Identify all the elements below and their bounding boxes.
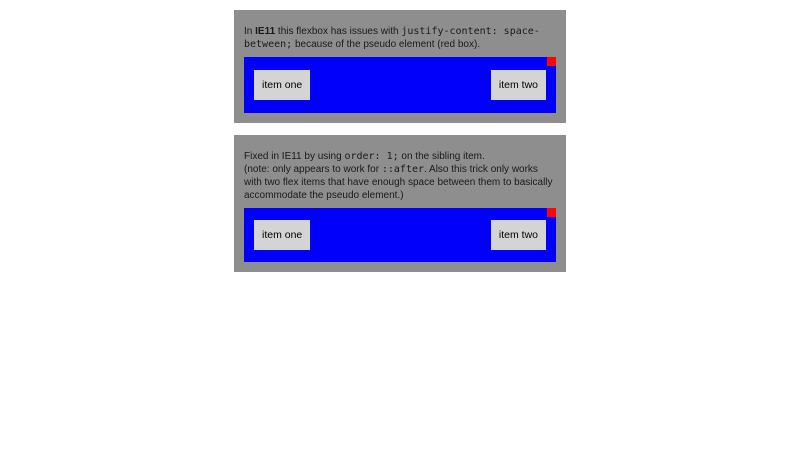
description-text: (note: only appears to work for xyxy=(244,164,382,175)
description-text: this flexbox has issues with xyxy=(275,26,402,37)
flex-container-broken xyxy=(244,57,556,113)
flex-item-two: item two xyxy=(491,70,546,100)
flex-container-fixed xyxy=(244,208,556,262)
demo-description-fixed xyxy=(244,150,556,202)
description-text: because of the pseudo element (red box). xyxy=(292,39,481,50)
demo-column xyxy=(234,0,566,272)
description-text: IE11 xyxy=(255,26,276,37)
flex-item-one: item one xyxy=(254,220,310,250)
flex-item-one: item one xyxy=(254,70,310,100)
demo-panel-fixed xyxy=(234,135,566,272)
inline-code-text: ::after xyxy=(381,164,425,175)
flex-item-two: item two xyxy=(491,220,546,250)
inline-code-text: order: 1; xyxy=(344,151,399,162)
pseudo-element-red-box xyxy=(547,208,556,217)
inline-code-text: justify-content: space-between; xyxy=(244,26,540,50)
description-text: In xyxy=(244,26,256,37)
pseudo-element-red-box xyxy=(547,57,556,66)
description-text: on the sibling item. xyxy=(398,151,485,162)
demo-panel-broken xyxy=(234,10,566,123)
demo-description-broken xyxy=(244,25,556,51)
description-text: . Also this trick only works with two flex items that have enough space between them to basically accommodate the pseudo element.) xyxy=(244,164,553,201)
description-text: Fixed in IE11 by using xyxy=(244,151,345,162)
